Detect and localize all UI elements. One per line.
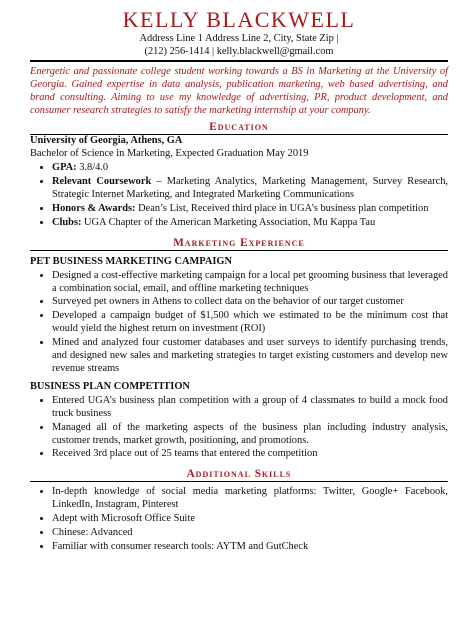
experience-divider (30, 250, 448, 251)
list-item (52, 216, 448, 230)
section-heading-experience: Marketing Experience (173, 236, 305, 249)
list-item (52, 202, 448, 216)
list-item: • Developed a campaign budget of $1,500 which we estimated to be the minimum cost that would yield the highest return on investment (ROI) (52, 309, 448, 336)
item-label: Honors & Awards: (52, 202, 136, 214)
item-text: – Marketing Analytics, Marketing Management, Survey Research, Strategic Internet Marketing, and Integrated Marketing Communications (52, 176, 448, 200)
item-text: Dean’s List, Received third place in UGA’s business plan competition (135, 202, 429, 214)
school-name: University of Georgia, Athens, GA (30, 135, 183, 147)
contact-address: Address Line 1 Address Line 2, City, State Zip | (139, 33, 339, 44)
job-bullets (30, 269, 448, 376)
section-heading-skills: Additional Skills (186, 468, 292, 481)
list-item: • Familiar with consumer research tools: AYTM and GutCheck (52, 540, 448, 554)
item-text: 3.8/4.0 (76, 162, 109, 174)
objective-statement: Energetic and passionate college student working towards a BS in Marketing at the University of Georgia. Gained expertise in data analysis, publication marketing, web based advertising, and brand consulting. Aiming to use my knowledge of advertising, PR, product development, and consumer research strategies to satisfy the marketing internship at your company. (30, 66, 448, 117)
list-item (52, 175, 448, 202)
job-bullets (30, 394, 448, 462)
resume-page (0, 8, 474, 621)
header-divider (30, 60, 448, 62)
skills-list (30, 485, 448, 554)
list-item: • Mined and analyzed four customer databases and user surveys to identify purchasing trends, and designed new sales and marketing strategies to target existing customers and develop new revenue streams (52, 336, 448, 376)
experience-block (30, 256, 448, 462)
resume-name: KELLY BLACKWELL (122, 7, 356, 32)
item-label: Relevant Coursework (52, 176, 152, 188)
list-item: • Surveyed pet owners in Athens to collect data on the behavior of our target customer (52, 295, 448, 309)
list-item: • Adept with Microsoft Office Suite (52, 512, 448, 526)
job-title: BUSINESS PLAN COMPETITION (30, 380, 190, 392)
education-block (30, 135, 448, 229)
list-item: • Designed a cost-effective marketing campaign for a local pet grooming business that leveraged a combination social, email, and offline marketing techniques (52, 269, 448, 296)
education-list (30, 161, 448, 230)
item-label: Clubs: (52, 216, 82, 228)
list-item (52, 161, 448, 175)
list-item: • Chinese: Advanced (52, 526, 448, 540)
section-heading-education: Education (209, 121, 269, 134)
skills-block (30, 482, 448, 554)
job-title: PET BUSINESS MARKETING CAMPAIGN (30, 255, 232, 267)
list-item: • Received 3rd place out of 25 teams that entered the competition (52, 447, 448, 461)
contact-phone-email: (212) 256-1414 | kelly.blackwell@gmail.com (144, 46, 334, 57)
item-label: GPA: (52, 162, 77, 174)
item-text: UGA Chapter of the American Marketing Association, Mu Kappa Tau (81, 216, 376, 228)
list-item: • In-depth knowledge of social media marketing platforms: Twitter, Google+ Facebook, LinkedIn, Instagram, Pinterest (52, 485, 448, 512)
degree-line: Bachelor of Science in Marketing, Expected Graduation May 2019 (30, 148, 309, 160)
list-item: • Entered UGA’s business plan competition with a group of 4 classmates to build a mock food truck business (52, 394, 448, 421)
list-item: • Managed all of the marketing aspects of the business plan including industry analysis, customer trends, market growth, positioning, and promotions. (52, 421, 448, 448)
